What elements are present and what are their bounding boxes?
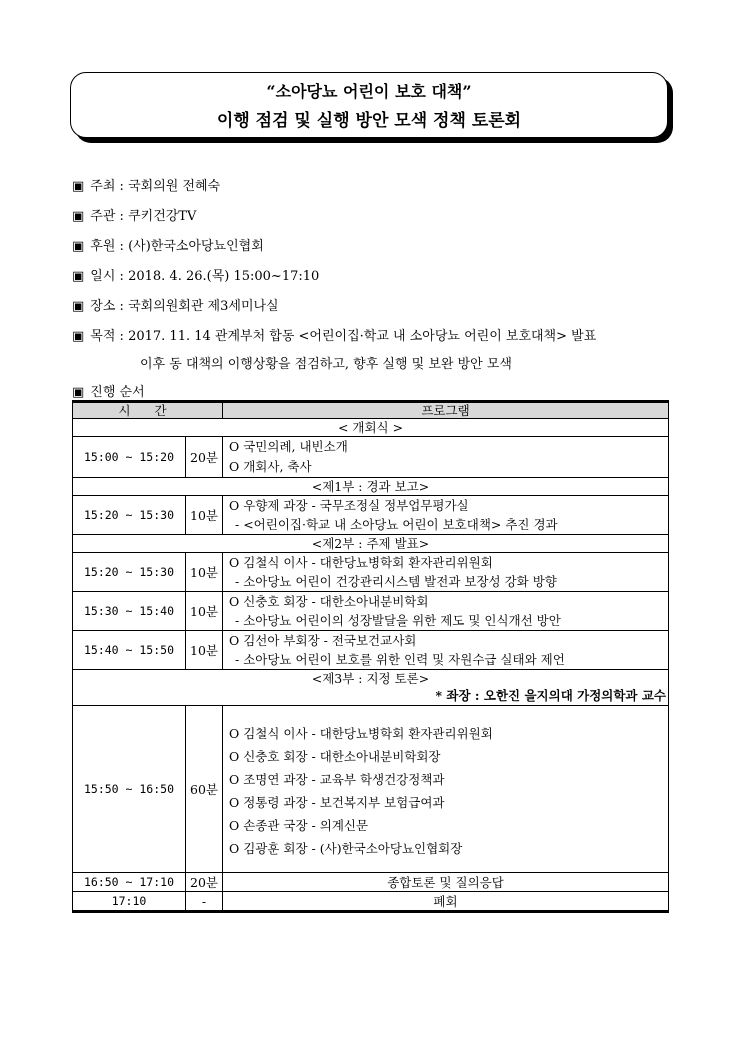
table-header-row [73, 402, 669, 419]
info-purpose-continued: 이후 동 대책의 이행상황을 점검하고, 향후 실행 및 보완 방안 모색 [140, 357, 512, 372]
program-subitem: - 소아당뇨 어린이의 성장발달을 위한 제도 및 인식개선 방안 [235, 613, 561, 628]
time-cell: 16:50 ~ 17:10 [73, 873, 186, 892]
info-value: 2017. 11. 14 관계부처 합동 <어린이집·학교 내 소아당뇨 어린이 보호대책> 발표 [128, 329, 597, 344]
info-value: 국회의원회관 제3세미나실 [128, 299, 279, 314]
program-subitem: - <어린이집·학교 내 소아당뇨 어린이 보호대책> 추진 경과 [235, 517, 558, 532]
duration-cell: 10분 [186, 553, 223, 592]
info-label: 주관 [90, 209, 116, 224]
program-subitem: - 소아당뇨 어린이 건강관리시스템 발전과 보장성 강화 방향 [235, 574, 557, 589]
time-cell: 15:20 ~ 15:30 [73, 553, 186, 592]
table-row [73, 873, 669, 892]
duration-cell: - [186, 892, 223, 912]
program-cell [223, 592, 669, 631]
square-bullet-icon: ▣ [72, 329, 85, 344]
info-label: 장소 [90, 299, 116, 314]
info-label: 진행 순서 [90, 385, 145, 400]
info-value: 쿠키건강TV [128, 209, 197, 224]
info-host: ▣ 주최 : 국회의원 전혜숙 [72, 179, 221, 194]
duration-cell: 60분 [186, 706, 223, 873]
info-label: 목적 [90, 329, 116, 344]
title-line-2: 이행 점검 및 실행 방안 모색 정책 토론회 [216, 111, 522, 131]
info-sponsor: ▣ 후원 : (사)한국소아당뇨인협회 [72, 239, 264, 254]
table-row [73, 496, 669, 535]
panelist-item: O 김철식 이사 - 대한당뇨병학회 환자관리위원회 [229, 726, 493, 741]
section-opening: < 개회식 > [73, 419, 669, 437]
square-bullet-icon: ▣ [72, 239, 85, 254]
info-list [72, 178, 692, 414]
info-purpose: ▣ 목적 : 2017. 11. 14 관계부처 합동 <어린이집·학교 내 소아당뇨 어린이 보호대책> 발표 [72, 329, 597, 344]
header-program: 프로그램 [223, 402, 669, 419]
info-value: 국회의원 전혜숙 [128, 179, 221, 194]
section-part1: <제1부 : 경과 보고> [73, 478, 669, 496]
program-item: O 개회사, 축사 [229, 459, 312, 474]
panelist-item: O 신충호 회장 - 대한소아내분비학회장 [229, 749, 441, 764]
chair-note: * 좌장 : 오한진 을지의대 가정의학과 교수 [435, 688, 666, 703]
time-cell: 15:00 ~ 15:20 [73, 437, 186, 478]
program-item: O 신충호 회장 - 대한소아내분비학회 [229, 594, 429, 609]
square-bullet-icon: ▣ [72, 209, 85, 224]
time-cell: 17:10 [73, 892, 186, 912]
program-item: O 국민의례, 내빈소개 [229, 439, 348, 454]
table-row [73, 437, 669, 478]
program-item: O 김선아 부회장 - 전국보건교사회 [229, 633, 417, 648]
square-bullet-icon: ▣ [72, 269, 85, 284]
square-bullet-icon: ▣ [72, 179, 85, 194]
time-cell: 15:40 ~ 15:50 [73, 631, 186, 670]
schedule-table [72, 400, 669, 913]
program-cell [223, 553, 669, 592]
duration-cell: 20분 [186, 873, 223, 892]
title-box [70, 72, 668, 138]
time-cell: 15:50 ~ 16:50 [73, 706, 186, 873]
program-cell [223, 631, 669, 670]
program-item: O 김철식 이사 - 대한당뇨병학회 환자관리위원회 [229, 555, 493, 570]
info-value: 2018. 4. 26.(목) 15:00~17:10 [128, 269, 320, 284]
program-item: O 우향제 과장 - 국무조정실 정부업무평가실 [229, 498, 469, 513]
panelist-item: O 정통령 과장 - 보건복지부 보험급여과 [229, 795, 445, 810]
program-cell [223, 496, 669, 535]
program-cell: 종합토론 및 질의응답 [223, 873, 669, 892]
program-cell [223, 706, 669, 873]
program-cell: 폐회 [223, 892, 669, 912]
info-label: 일시 [90, 269, 116, 284]
section-part2: <제2부 : 주제 발표> [73, 535, 669, 553]
table-row [73, 706, 669, 873]
panelist-item: O 김광훈 회장 - (사)한국소아당뇨인협회장 [229, 841, 463, 856]
table-row [73, 592, 669, 631]
info-label: 주최 [90, 179, 116, 194]
info-label: 후원 [90, 239, 116, 254]
info-datetime: ▣ 일시 : 2018. 4. 26.(목) 15:00~17:10 [72, 269, 320, 284]
square-bullet-icon: ▣ [72, 299, 85, 314]
section-part3: <제3부 : 지정 토론> * 좌장 : 오한진 을지의대 가정의학과 교수 [73, 670, 669, 706]
duration-cell: 20분 [186, 437, 223, 478]
duration-cell: 10분 [186, 631, 223, 670]
info-value: (사)한국소아당뇨인협회 [128, 239, 264, 254]
table-row [73, 892, 669, 912]
duration-cell: 10분 [186, 496, 223, 535]
square-bullet-icon: ▣ [72, 385, 85, 400]
time-cell: 15:20 ~ 15:30 [73, 496, 186, 535]
time-cell: 15:30 ~ 15:40 [73, 592, 186, 631]
program-cell [223, 437, 669, 478]
title-line-1: “소아당뇨 어린이 보호 대책” [266, 82, 472, 101]
panelist-item: O 손종관 국장 - 의계신문 [229, 818, 369, 833]
table-row [73, 553, 669, 592]
table-row [73, 631, 669, 670]
program-subitem: - 소아당뇨 어린이 보호를 위한 인력 및 자원수급 실태와 제언 [235, 652, 565, 667]
panelist-item: O 조명연 과장 - 교육부 학생건강정책과 [229, 772, 445, 787]
info-organizer: ▣ 주관 : 쿠키건강TV [72, 209, 197, 224]
header-time: 시 간 [73, 402, 223, 419]
info-venue: ▣ 장소 : 국회의원회관 제3세미나실 [72, 299, 279, 314]
duration-cell: 10분 [186, 592, 223, 631]
